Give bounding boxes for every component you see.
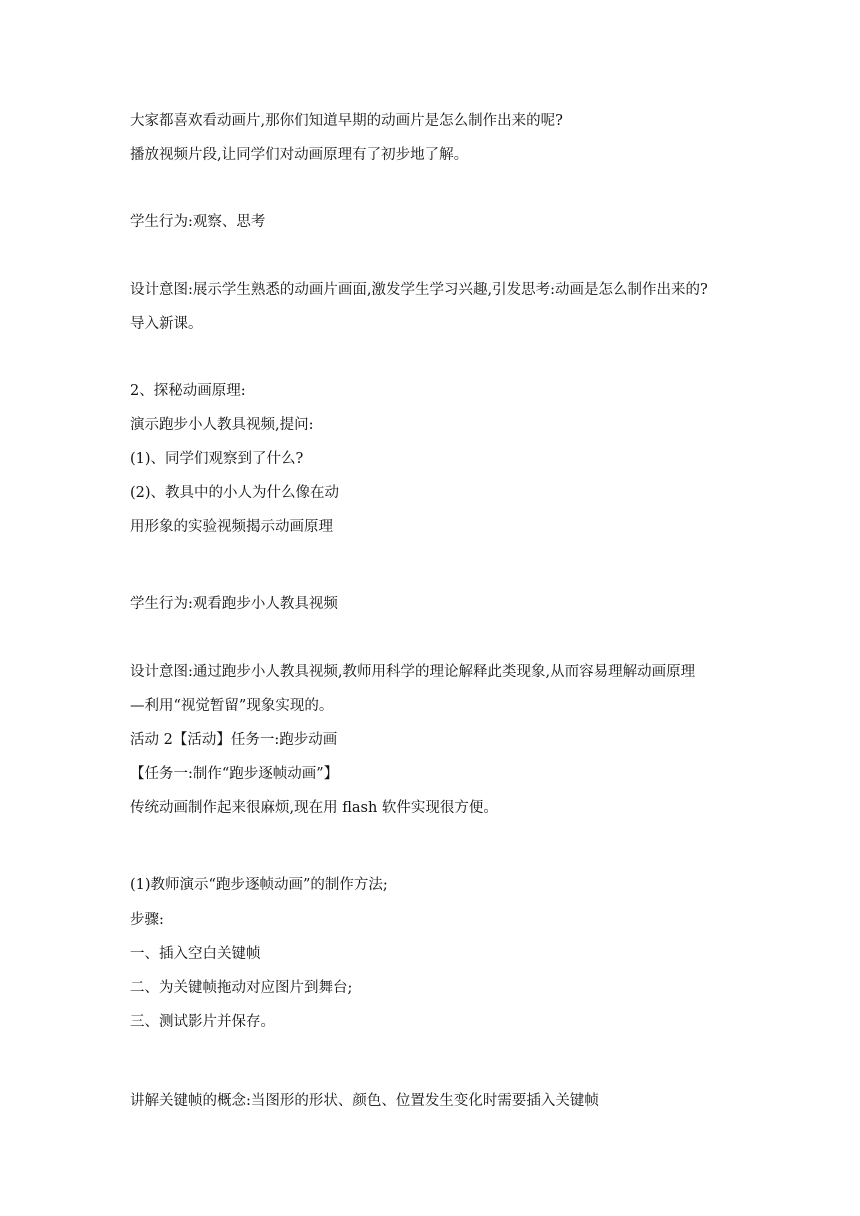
text-line: 导入新课。 [130,316,203,332]
text-line: 传统动画制作起来很麻烦,现在用 flash 软件实现很方便。 [130,800,498,816]
text-line: (1)教师演示“跑步逐帧动画”的制作方法; [130,877,388,893]
text-line: 播放视频片段,让同学们对动画原理有了初步地了解。 [130,147,469,163]
question-item: (2)、教具中的小人为什么像在动 [130,485,340,501]
text-line: 学生行为:观察、思考 [130,214,266,230]
text-line: 设计意图:通过跑步小人教具视频,教师用科学的理论解释此类现象,从而容易理解动画原理 [130,664,696,680]
activity-heading: 活动 2【活动】任务一:跑步动画 [130,732,338,748]
text-line: 大家都喜欢看动画片,那你们知道早期的动画片是怎么制作出来的呢? [130,113,563,129]
section-heading: 2、探秘动画原理: [130,383,246,399]
text-line: 用形象的实验视频揭示动画原理 [130,519,333,535]
text-line: 讲解关键帧的概念:当图形的形状、颜色、位置发生变化时需要插入关键帧 [130,1093,599,1109]
text-line: 演示跑步小人教具视频,提问: [130,417,314,433]
text-line: 学生行为:观看跑步小人教具视频 [130,596,338,612]
question-item: (1)、同学们观察到了什么? [130,451,304,467]
step-item: 三、测试影片并保存。 [130,1014,275,1030]
text-line: 步骤: [130,912,164,928]
text-line: 设计意图:展示学生熟悉的动画片画面,激发学生学习兴趣,引发思考:动画是怎么制作出来的? [130,282,708,298]
task-heading: 【任务一:制作“跑步逐帧动画”】 [130,766,339,782]
text-line: —利用“视觉暂留”现象实现的。 [130,698,334,714]
step-item: 二、为关键帧拖动对应图片到舞台; [130,980,353,996]
step-item: 一、插入空白关键帧 [130,946,261,962]
